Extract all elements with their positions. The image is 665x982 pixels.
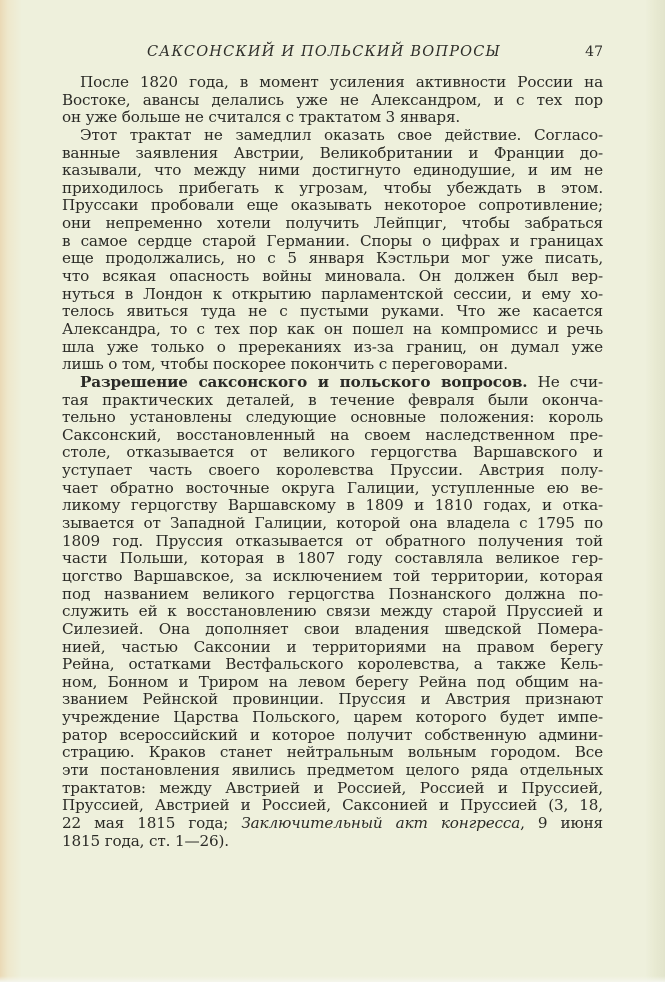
text-line: ратор всероссийский и которое получит собственную админи- xyxy=(62,725,603,744)
text-line: еще продолжались, но с 5 января Кэстльри мог уже писать, xyxy=(62,249,603,268)
paragraph-3 xyxy=(62,374,603,850)
section-heading: Разрешение саксонского и польского вопросов. xyxy=(80,372,528,391)
citation-prefix: 22 мая 1815 года; xyxy=(62,813,242,832)
text-line: ликому герцогству Варшавскому в 1809 и 1810 годах, и отка- xyxy=(62,496,603,515)
text-line: званием Рейнской провинции. Пруссия и Австрия признают xyxy=(62,690,603,709)
text-line: ванные заявления Австрии, Великобритании и Франции до- xyxy=(62,143,603,162)
text-line: тельно установлены следующие основные положения: король xyxy=(62,408,603,427)
text-line: чает обратно восточные округа Галиции, уступленные ею ве- xyxy=(62,478,603,497)
text-line: учреждение Царства Польского, царем которого будет импе- xyxy=(62,708,603,727)
text-line: служить ей к восстановлению связи между старой Пруссией и xyxy=(62,602,603,621)
paragraph-2 xyxy=(62,127,603,374)
text-line: нуться в Лондон к открытию парламентской сессии, и ему хо- xyxy=(62,284,603,303)
text-line: Пруссаки пробовали еще оказывать некоторое сопротивление; xyxy=(62,196,603,215)
page-number: 47 xyxy=(585,44,603,60)
text-line: тая практических деталей, в течение февраля были оконча- xyxy=(62,390,603,409)
text-line: Саксонский, восстановленный на своем наследственном пре- xyxy=(62,425,603,444)
text-line-with-citation xyxy=(62,815,603,833)
text-line: уступает часть своего королевства Пруссии. Австрия полу- xyxy=(62,461,603,480)
text-line: в самое сердце старой Германии. Споры о цифрах и границах xyxy=(62,231,603,250)
text-line: Пруссией, Австрией и Россией, Саксонией и Пруссией (3, 18, xyxy=(62,796,603,815)
heading-tail-text: Не счи- xyxy=(537,372,603,391)
text-line: трактатов: между Австрией и Россией, Россией и Пруссией, xyxy=(62,778,603,797)
text-line: нией, частью Саксонии и территориями на правом берегу xyxy=(62,637,603,656)
paragraph-1 xyxy=(62,74,603,127)
text-line: После 1820 года, в момент усиления активности России на xyxy=(80,73,603,91)
text-line: лишь о том, чтобы поскорее покончить с переговорами. xyxy=(62,355,508,374)
text-line: казывали, что между ними достигнуто единодушие, и им не xyxy=(62,161,603,180)
text-line: столе, отказывается от великого герцогства Варшавского и xyxy=(62,443,603,462)
text-line: Этот трактат не замедлил оказать свое действие. Согласо- xyxy=(80,125,603,144)
text-line: что всякая опасность войны миновала. Он должен был вер- xyxy=(62,267,603,286)
text-line: части Польши, которая в 1807 году составляла великое гер- xyxy=(62,549,603,568)
running-head xyxy=(62,44,603,64)
text-line: эти постановления явились предметом целого ряда отдельных xyxy=(62,760,603,779)
text-line: приходилось прибегать к угрозам, чтобы убеждать в этом. xyxy=(62,178,603,197)
section-heading-line xyxy=(62,374,603,392)
body-text xyxy=(62,74,603,850)
citation-title: Заключительный акт конгресса xyxy=(241,813,521,832)
text-line: 1809 год. Пруссия отказывается от обратного получения той xyxy=(62,531,603,550)
text-line: Востоке, авансы делались уже не Александром, и с тех пор xyxy=(62,90,603,109)
text-line: шла уже только о пререканиях из-за границ, он думал уже xyxy=(62,337,603,356)
text-line: страцию. Краков станет нейтральным вольным городом. Все xyxy=(62,743,603,762)
citation-suffix: , 9 июня xyxy=(520,813,603,832)
text-line: Рейна, остатками Вестфальского королевства, а также Кель- xyxy=(62,655,603,674)
text-line: 1815 года, ст. 1—26). xyxy=(62,831,229,850)
text-line: телось явиться туда не с пустыми руками. Что же касается xyxy=(62,302,603,321)
running-head-title: САКСОНСКИЙ И ПОЛЬСКИЙ ВОПРОСЫ xyxy=(147,44,502,60)
text-line: цогство Варшавское, за исключением той территории, которая xyxy=(62,566,603,585)
text-line: под названием великого герцогства Познанского должна по- xyxy=(62,584,603,603)
text-line: Александра, то с тех пор как он пошел на компромисс и речь xyxy=(62,319,603,338)
text-line: он уже больше не считался с трактатом 3 января. xyxy=(62,108,461,127)
text-line: они непременно хотели получить Лейпциг, чтобы забраться xyxy=(62,214,603,233)
text-line: зывается от Западной Галиции, которой она владела с 1795 по xyxy=(62,514,603,533)
page-bottom-edge xyxy=(0,976,665,982)
text-line: ном, Бонном и Триром на левом берегу Рейна под общим на- xyxy=(62,672,603,691)
text-line: Силезией. Она дополняет свои владения шведской Помера- xyxy=(62,619,603,638)
